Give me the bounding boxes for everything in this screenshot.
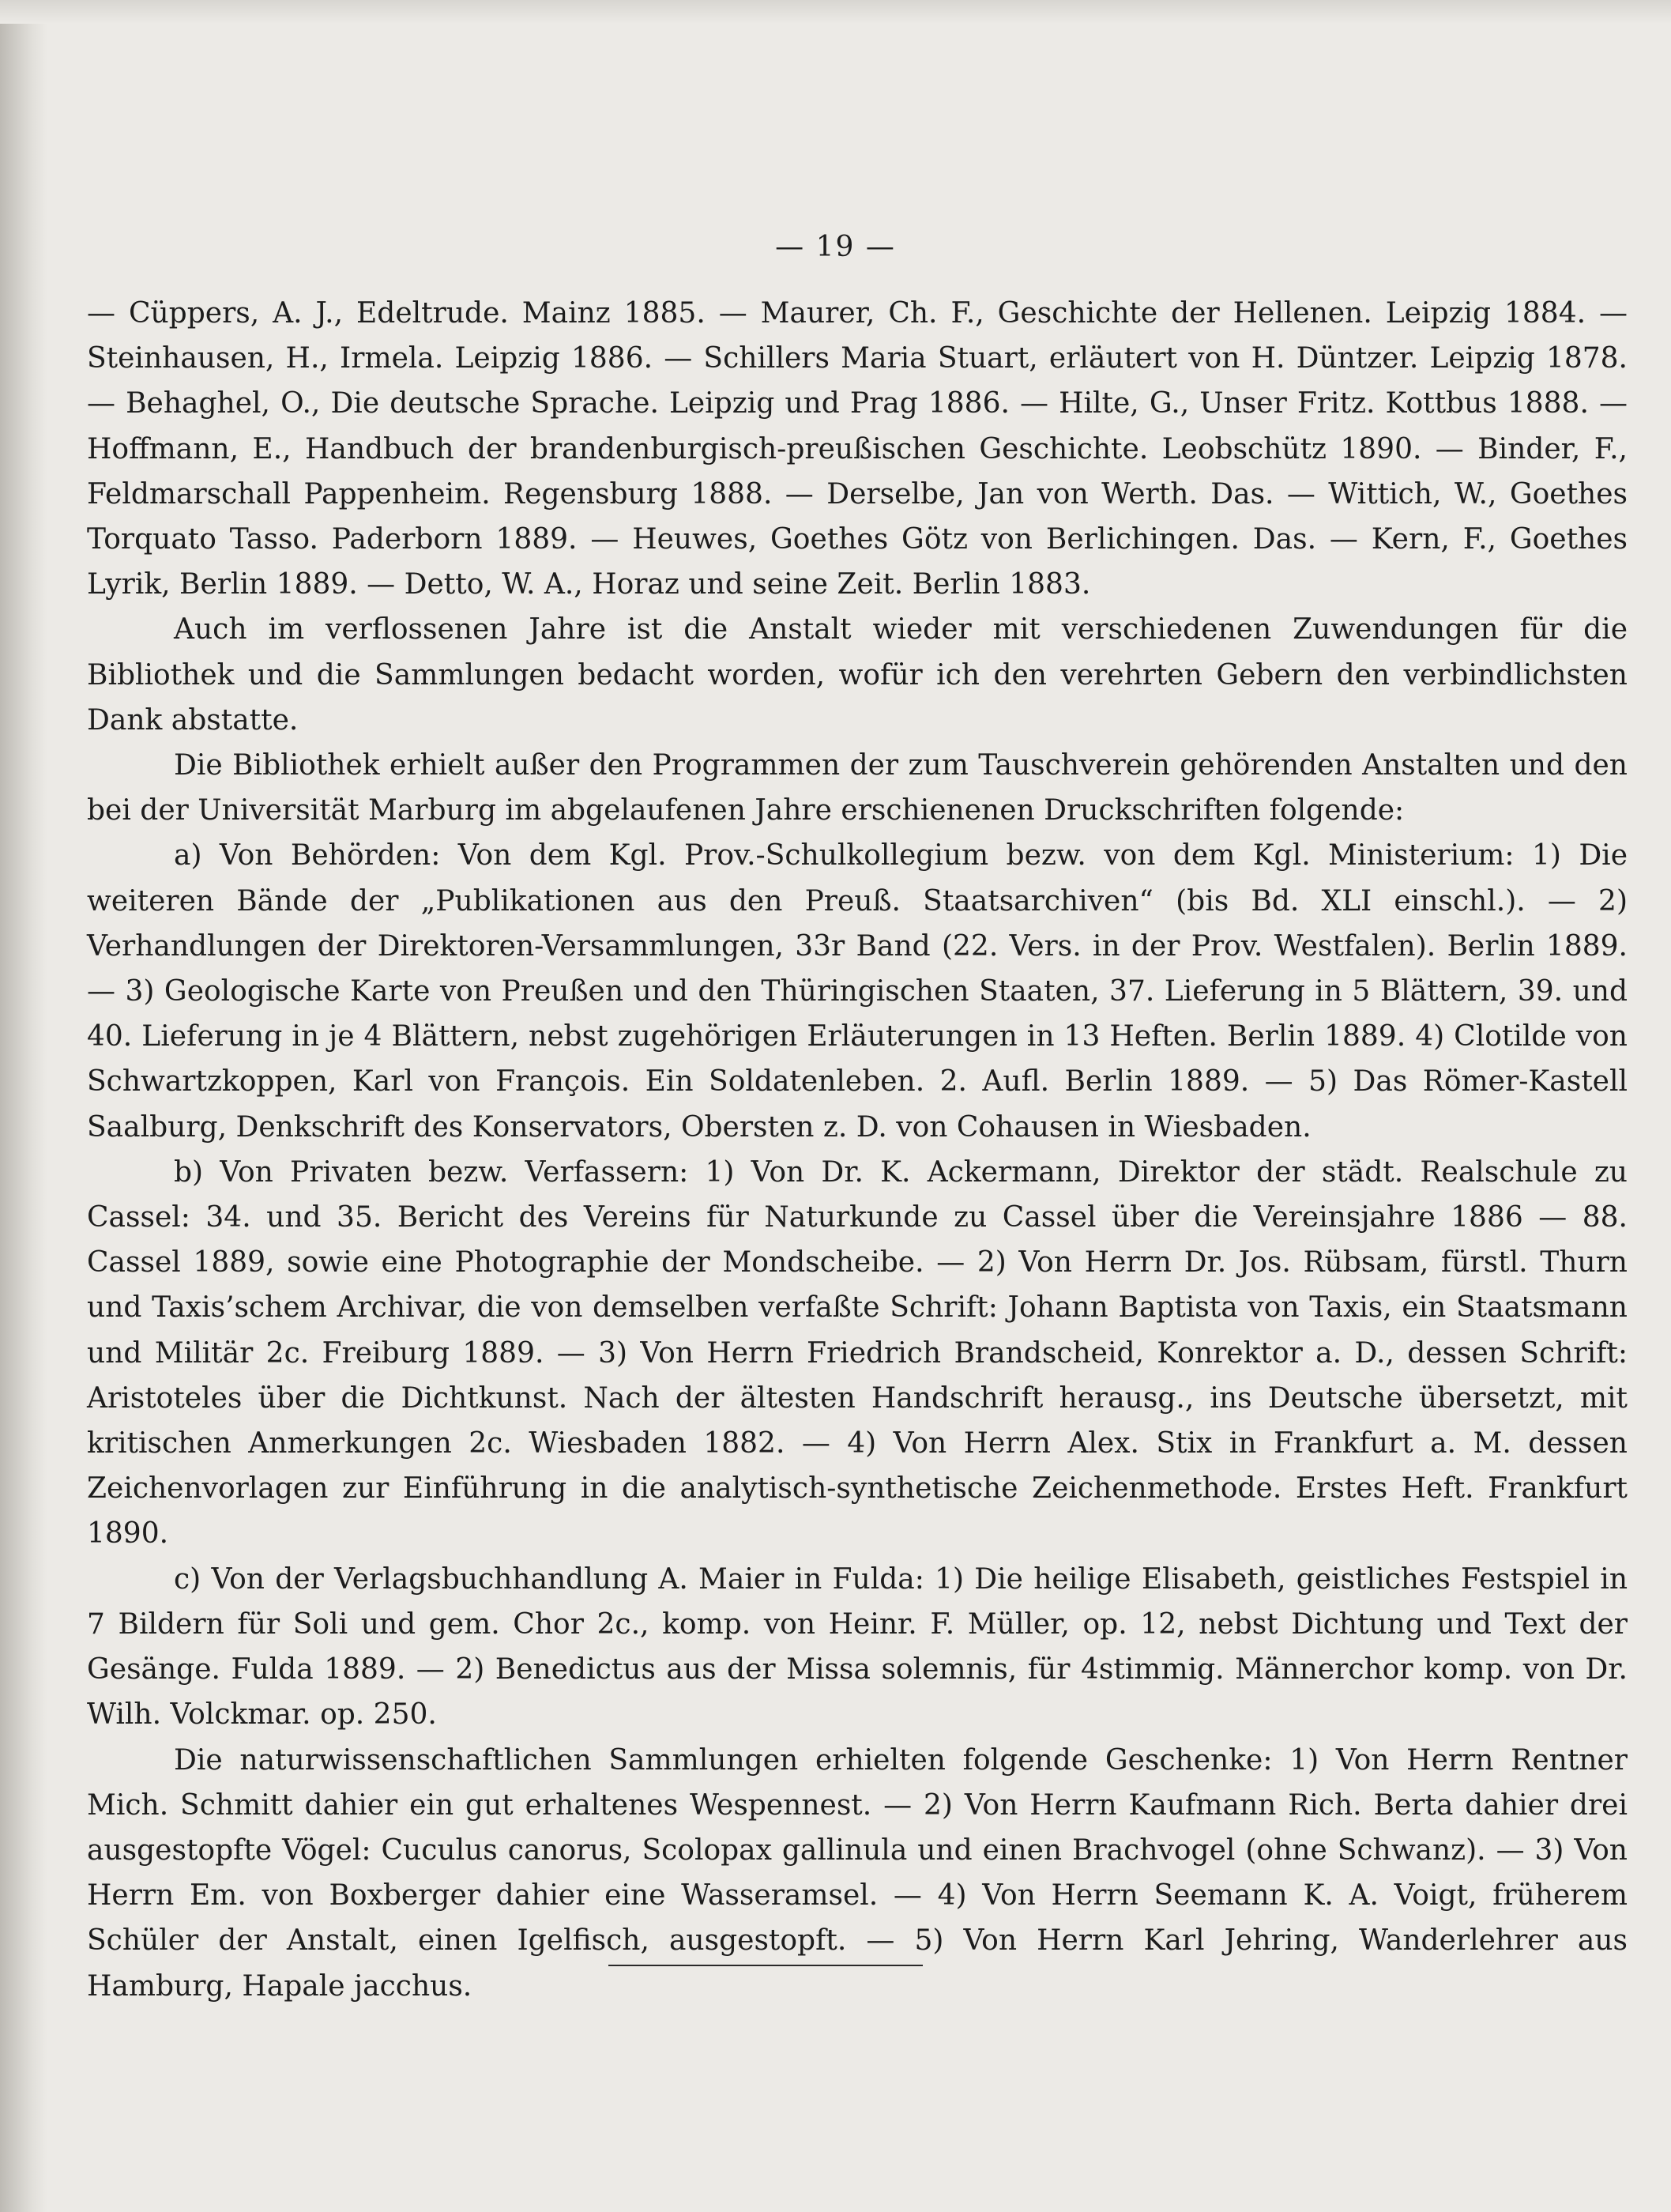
list-item-publisher: c) Von der Verlagsbuchhandlung A. Maier in Fulda: 1) Die heilige Elisabeth, geistliches Festspiel in 7 Bildern für Soli und gem. Chor 2c., komp. von Heinr. F. Müller, op. 12, nebst Dichtung und Text der Gesänge. Fulda 1889. — 2) Benedictus aus der Missa solemnis, für 4stimmig. Männerchor komp. von Dr. Wilh. Volckmar. op. 250. [87,1562,1628,1732]
book-list-paragraph: — Cüppers, A. J., Edeltrude. Mainz 1885. — Maurer, Ch. F., Geschichte der Hellenen. Leipzig 1884. — Steinhausen, H., Irmela. Leipzig 1886. — Schillers Maria Stuart, erläutert von H. Düntzer. Leipzig 1878. — Behaghel, O., Die deutsche Sprache. Leipzig und Prag 1886. — Hilte, G., Unser Fritz. Kottbus 1888. — Hoffmann, E., Handbuch der brandenburgisch-preußischen Geschichte. Leobschütz 1890. — Binder, F., Feldmarschall Pappenheim. Regensburg 1888. — Derselbe, Jan von Werth. Das. — Wittich, W., Goethes Torquato Tasso. Paderborn 1889. — Heuwes, Goethes Götz von Berlichingen. Das. — Kern, F., Goethes Lyrik, Berlin 1889. — Detto, W. A., Horaz und seine Zeit. Berlin 1883. [87,297,1628,601]
list-item-private-authors: b) Von Privaten bezw. Verfassern: 1) Von Dr. K. Ackermann, Direktor der städt. Realschule zu Cassel: 34. und 35. Bericht des Vereins für Naturkunde zu Cassel über die Vereinsjahre 1886 — 88. Cassel 1889, sowie eine Photographie der Mondscheibe. — 2) Von Herrn Dr. Jos. Rübsam, fürstl. Thurn und Taxis’schem Archivar, die von demselben verfaßte Schrift: Johann Baptista von Taxis, ein Staatsmann und Militär 2c. Freiburg 1889. — 3) Von Herrn Friedrich Brandscheid, Konrektor a. D., dessen Schrift: Aristoteles über die Dichtkunst. Nach der ältesten Handschrift herausg., ins Deutsche übersetzt, mit kritischen Anmerkungen 2c. Wiesbaden 1882. — 4) Von Herrn Alex. Stix in Frankfurt a. M. dessen Zeichenvorlagen zur Einführung in die analytisch-synthetische Zeichenmethode. Erstes Heft. Frankfurt 1890. [87,1155,1628,1551]
donations-intro-paragraph: Auch im verflossenen Jahre ist die Anstalt wieder mit verschiedenen Zuwendungen für die Bibliothek und die Sammlungen bedacht worden, wofür ich den verehrten Gebern den verbindlichsten Dank abstatte. [87,613,1628,737]
page-shadow-left [0,0,47,2212]
library-paragraph: Die Bibliothek erhielt außer den Programmen der zum Tauschverein gehörenden Anstalten und den bei der Universität Marburg im abgelaufenen Jahre erschienenen Druckschriften folgende: [87,749,1628,827]
closing-rule [608,1965,923,1966]
list-item-authorities: a) Von Behörden: Von dem Kgl. Prov.-Schulkollegium bezw. von dem Kgl. Ministerium: 1) Die weiteren Bände der „Publikationen aus den Preuß. Staatsarchiven“ (bis Bd. XLI einschl.). — 2) Verhandlungen der Direktoren-Versammlungen, 33r Band (22. Vers. in der Prov. Westfalen). Berlin 1889. — 3) Geologische Karte von Preußen und den Thüringischen Staaten, 37. Lieferung in 5 Blättern, 39. und 40. Lieferung in je 4 Blättern, nebst zugehörigen Erläuterungen in 13 Heften. Berlin 1889. 4) Clotilde von Schwartzkoppen, Karl von François. Ein Soldatenleben. 2. Aufl. Berlin 1889. — 5) Das Römer-Kastell Saalburg, Denkschrift des Konservators, Obersten z. D. von Cohausen in Wiesbaden. [87,839,1628,1144]
page-shadow-top [0,0,1671,24]
page-number: — 19 — [775,231,896,263]
natural-science-collections-paragraph: Die naturwissenschaftlichen Sammlungen erhielten folgende Geschenke: 1) Von Herrn Rentner Mich. Schmitt dahier ein gut erhaltenes Wespennest. — 2) Von Herrn Kaufmann Rich. Berta dahier drei ausgestopfte Vögel: Cuculus canorus, Scolopax gallinula und einen Brachvogel (ohne Schwanz). — 3) Von Herrn Em. von Boxberger dahier eine Wasseramsel. — 4) Von Herrn Seemann K. A. Voigt, früherem Schüler der Anstalt, einen Igelfisch, ausgestopft. — 5) Von Herrn Karl Jehring, Wanderlehrer aus Hamburg, Hapale jacchus. [87,1743,1628,2003]
page-body [87,291,1628,2009]
